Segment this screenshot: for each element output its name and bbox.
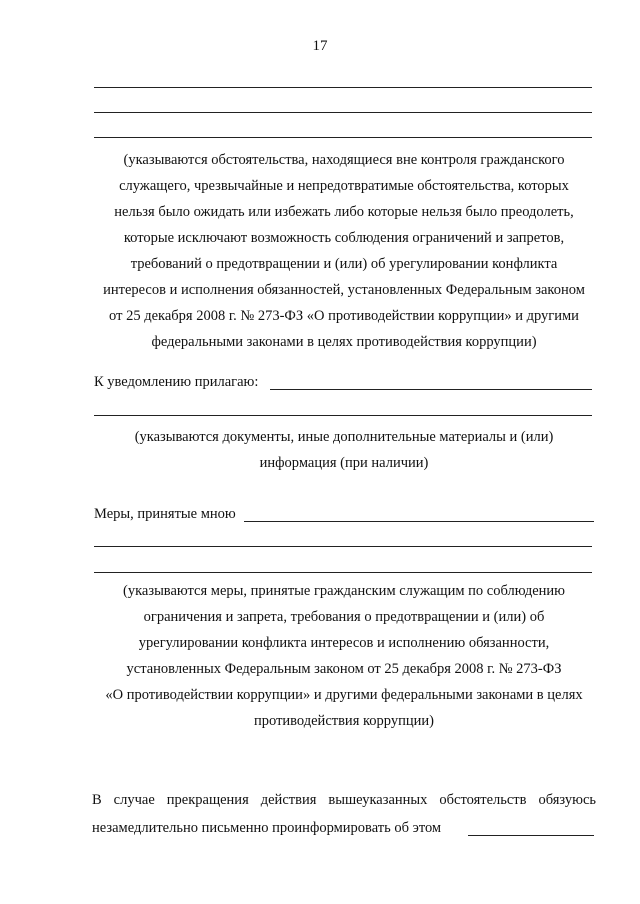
explanation-line: от 25 декабря 2008 г. № 273-ФЗ «О противодействии коррупции» и другими <box>109 308 579 324</box>
explanation-line: (указываются обстоятельства, находящиеся вне контроля гражданского <box>123 152 565 168</box>
explanation-line: урегулировании конфликта интересов и исполнению обязанности, <box>138 635 550 651</box>
explanation-line: (указываются меры, принятые гражданским служащим по соблюдению <box>123 583 565 599</box>
explanation-line: (указываются документы, иные дополнительные материалы и (или) <box>134 429 554 445</box>
explanation-line: установленных Федеральным законом от 25 декабря 2008 г. № 273-ФЗ <box>126 661 562 677</box>
circumstances-blank-line-2[interactable] <box>94 112 592 113</box>
explanation-line: информация (при наличии) <box>259 455 429 471</box>
obligation-statement <box>92 790 596 810</box>
attachments-blank-line-2[interactable] <box>94 415 592 416</box>
page-number: 17 <box>312 38 328 54</box>
circumstances-blank-line-3[interactable] <box>94 137 592 138</box>
obligation-line-2: незамедлительно письменно проинформировать об этом <box>92 820 442 836</box>
explanation-line: служащего, чрезвычайные и непредотвратимые обстоятельства, которых <box>119 178 569 194</box>
explanation-line: интересов и исполнения обязанностей, установленных Федеральным законом <box>103 282 585 298</box>
circumstances-explanation <box>60 147 628 355</box>
circumstances-blank-line-1[interactable] <box>94 87 592 88</box>
measures-label: Меры, принятые мною <box>94 506 236 522</box>
measures-blank-line-2[interactable] <box>94 546 592 547</box>
measures-blank-line-1[interactable] <box>244 521 594 522</box>
measures-blank-line-3[interactable] <box>94 572 592 573</box>
obligation-line-1: В случае прекращения действия вышеуказанных обстоятельств обязуюсь <box>92 792 596 808</box>
explanation-line: противодействия коррупции) <box>254 713 434 729</box>
explanation-line: ограничения и запрета, требования о предотвращении и (или) об <box>143 609 545 625</box>
explanation-line: требований о предотвращении и (или) об урегулировании конфликта <box>130 256 558 272</box>
explanation-line: которые исключают возможность соблюдения ограничений и запретов, <box>123 230 565 246</box>
explanation-line: «О противодействии коррупции» и другими федеральными законами в целях <box>105 687 583 703</box>
measures-explanation <box>60 578 628 734</box>
obligation-blank-line[interactable] <box>468 835 594 836</box>
attachments-blank-line-1[interactable] <box>270 389 592 390</box>
attachments-label: К уведомлению прилагаю: <box>94 374 259 390</box>
explanation-line: федеральными законами в целях противодействия коррупции) <box>151 334 537 350</box>
attachments-explanation <box>60 424 628 476</box>
explanation-line: нельзя было ожидать или избежать либо которые нельзя было преодолеть, <box>114 204 574 220</box>
